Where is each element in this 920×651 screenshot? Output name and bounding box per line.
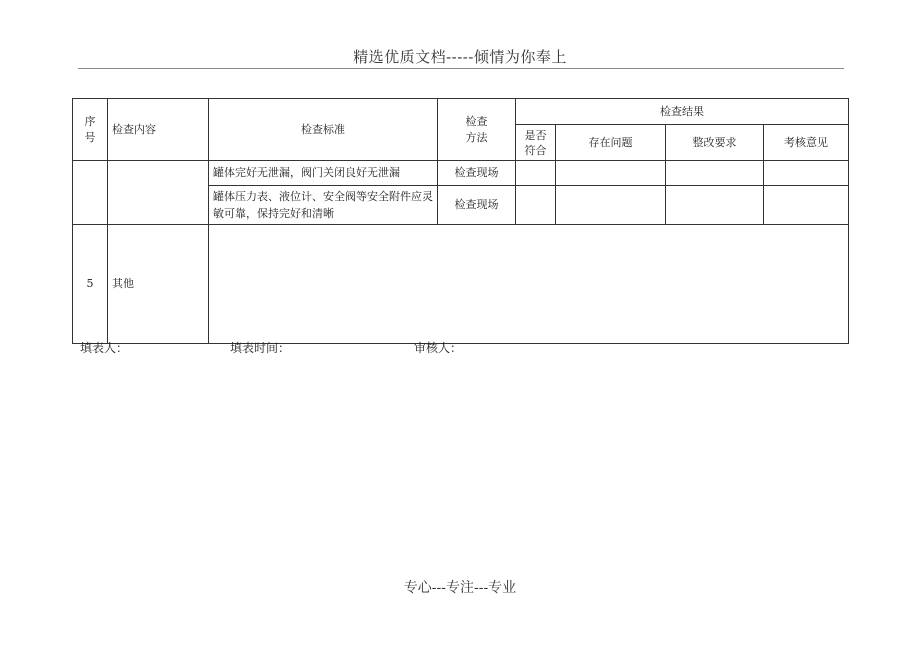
row-conform-cell	[516, 161, 556, 186]
inspection-table	[72, 98, 849, 344]
header-opinion: 考核意见	[764, 125, 849, 161]
page-footer-slogan: 专心---专注---专业	[403, 580, 517, 596]
row-problem-cell	[556, 161, 666, 186]
fill-time-label: 填表时间：	[230, 341, 291, 355]
row-opinion-cell	[764, 161, 849, 186]
row-standard-cell: 罐体压力表、液位计、安全阀等安全附件应灵敏可靠，保持完好和清晰	[209, 186, 438, 225]
header-standard: 检查标准	[209, 99, 438, 161]
header-divider	[78, 68, 844, 69]
row-problem-cell	[556, 186, 666, 225]
row-content-cell: 其他	[108, 225, 209, 344]
row-content-cell	[108, 161, 209, 225]
table-row	[73, 225, 849, 344]
row-seq-cell	[73, 161, 108, 225]
reviewer-label: 审核人：	[414, 341, 463, 355]
row-standard-cell	[209, 225, 849, 344]
header-method: 检查方法	[438, 99, 516, 161]
page-header-title: 精选优质文档-----倾情为你奉上	[353, 48, 567, 66]
row-method-cell: 检查现场	[438, 186, 516, 225]
header-seq: 序号	[73, 99, 108, 161]
filler-label: 填表人：	[80, 341, 129, 355]
header-rectify: 整改要求	[666, 125, 764, 161]
header-problem: 存在问题	[556, 125, 666, 161]
header-conform: 是否符合	[516, 125, 556, 161]
row-rectify-cell	[666, 186, 764, 225]
row-standard-cell: 罐体完好无泄漏，阀门关闭良好无泄漏	[209, 161, 438, 186]
row-seq-cell: 5	[73, 225, 108, 344]
row-opinion-cell	[764, 186, 849, 225]
header-results: 检查结果	[516, 99, 849, 125]
row-rectify-cell	[666, 161, 764, 186]
row-conform-cell	[516, 186, 556, 225]
table-header-row	[73, 99, 849, 125]
header-content: 检查内容	[108, 99, 209, 161]
table-row	[73, 161, 849, 186]
row-method-cell: 检查现场	[438, 161, 516, 186]
